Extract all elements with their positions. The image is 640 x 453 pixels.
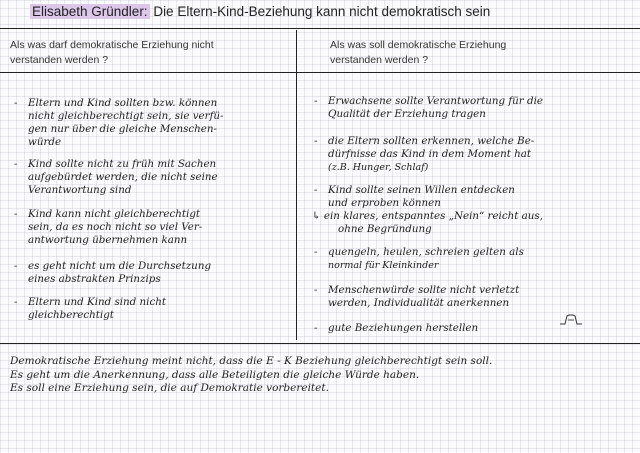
item-line: Kind kann nicht gleichberechtigt <box>28 208 201 220</box>
left-item <box>14 208 290 247</box>
bottom-rule <box>0 343 640 344</box>
right-item <box>314 135 630 174</box>
item-line: quengeln, heulen, schreien gelten als <box>328 246 524 258</box>
left-header-line: verstanden werden ? <box>10 54 109 66</box>
item-line: Kind sollte seinen Willen entdecken <box>328 184 515 196</box>
bullet: - <box>14 296 18 308</box>
left-item <box>14 97 290 149</box>
bullet: - <box>14 260 18 272</box>
right-header-line: Als was soll demokratische Erziehung <box>330 39 507 51</box>
bullet: - <box>314 322 318 334</box>
item-line: nicht gleichberechtigt sein, sie verfü- <box>28 110 224 122</box>
item-line: Erwachsene sollte Verantwortung für die <box>328 95 543 107</box>
item-line: Verantwortung sind <box>28 184 132 196</box>
left-item <box>14 296 290 322</box>
right-column-header <box>330 38 590 68</box>
item-line: es geht nicht um die Durchsetzung <box>28 260 212 272</box>
summary-text <box>10 355 630 396</box>
item-line: Menschenwürde sollte nicht verletzt <box>328 284 520 296</box>
title-author: Elisabeth Gründler: <box>32 4 148 19</box>
left-header-line: Als was darf demokratische Erziehung nicht <box>10 39 214 51</box>
summary-line: Demokratische Erziehung meint nicht, dass die E - K Beziehung gleichberechtigt sein soll. <box>10 355 493 367</box>
right-item <box>314 284 630 310</box>
column-divider <box>296 30 297 340</box>
bullet: - <box>14 97 18 109</box>
item-line: gen nur über die gleiche Menschen- <box>28 123 218 135</box>
item-line: ↳ ein klares, entspanntes „Nein“ reicht aus, <box>312 210 543 222</box>
item-line: antwortung übernehmen kann <box>28 234 188 246</box>
item-line: ohne Begründung <box>338 223 432 235</box>
item-line: würde <box>28 136 62 148</box>
right-item <box>314 95 630 121</box>
summary-line: Es geht um die Anerkennung, dass alle Beteiligten die gleiche Würde haben. <box>10 368 420 381</box>
right-item <box>314 246 630 272</box>
item-line: Kind sollte nicht zu früh mit Sachen <box>28 158 217 170</box>
right-item <box>312 184 630 236</box>
item-line: gleichberechtigt <box>28 309 114 321</box>
item-line: eines abstrakten Prinzips <box>28 273 161 285</box>
bullet: - <box>314 184 318 196</box>
bullet: - <box>314 284 318 296</box>
right-header-line: verstanden werden ? <box>330 54 429 66</box>
top-rule <box>0 28 640 29</box>
item-line: Eltern und Kind sollten bzw. können <box>28 97 218 109</box>
bullet: - <box>14 158 18 170</box>
item-line: (z.B. Hunger, Schlaf) <box>328 162 429 173</box>
bullet: - <box>314 95 318 107</box>
page-title <box>30 4 490 19</box>
bullet: - <box>14 208 18 220</box>
item-line: und erproben können <box>328 197 441 209</box>
bullet: - <box>314 135 318 147</box>
item-line: normal für Kleinkinder <box>328 260 439 271</box>
item-line: Qualität der Erziehung tragen <box>328 108 486 120</box>
item-line: dürfnisse das Kind in dem Moment hat <box>328 148 532 160</box>
bullet: - <box>314 246 318 258</box>
left-item <box>14 158 290 197</box>
summary-line: Es soll eine Erziehung sein, die auf Demokratie vorbereitet. <box>10 382 329 394</box>
item-line: werden, Individualität anerkennen <box>328 297 510 309</box>
left-column-header <box>10 38 270 68</box>
item-line: sein, da es noch nicht so viel Ver- <box>28 221 203 233</box>
right-item <box>314 322 568 335</box>
item-line: die Eltern sollten erkennen, welche Be- <box>328 135 535 147</box>
item-line: Eltern und Kind sind nicht <box>28 296 167 308</box>
header-rule <box>0 72 640 73</box>
item-line: aufgebürdet werden, die nicht seine <box>28 171 218 183</box>
title-text: Die Eltern-Kind-Beziehung kann nicht demokratisch sein <box>149 4 491 19</box>
doodle-icon <box>558 312 584 328</box>
item-line: gute Beziehungen herstellen <box>328 322 479 334</box>
left-item <box>14 260 290 286</box>
